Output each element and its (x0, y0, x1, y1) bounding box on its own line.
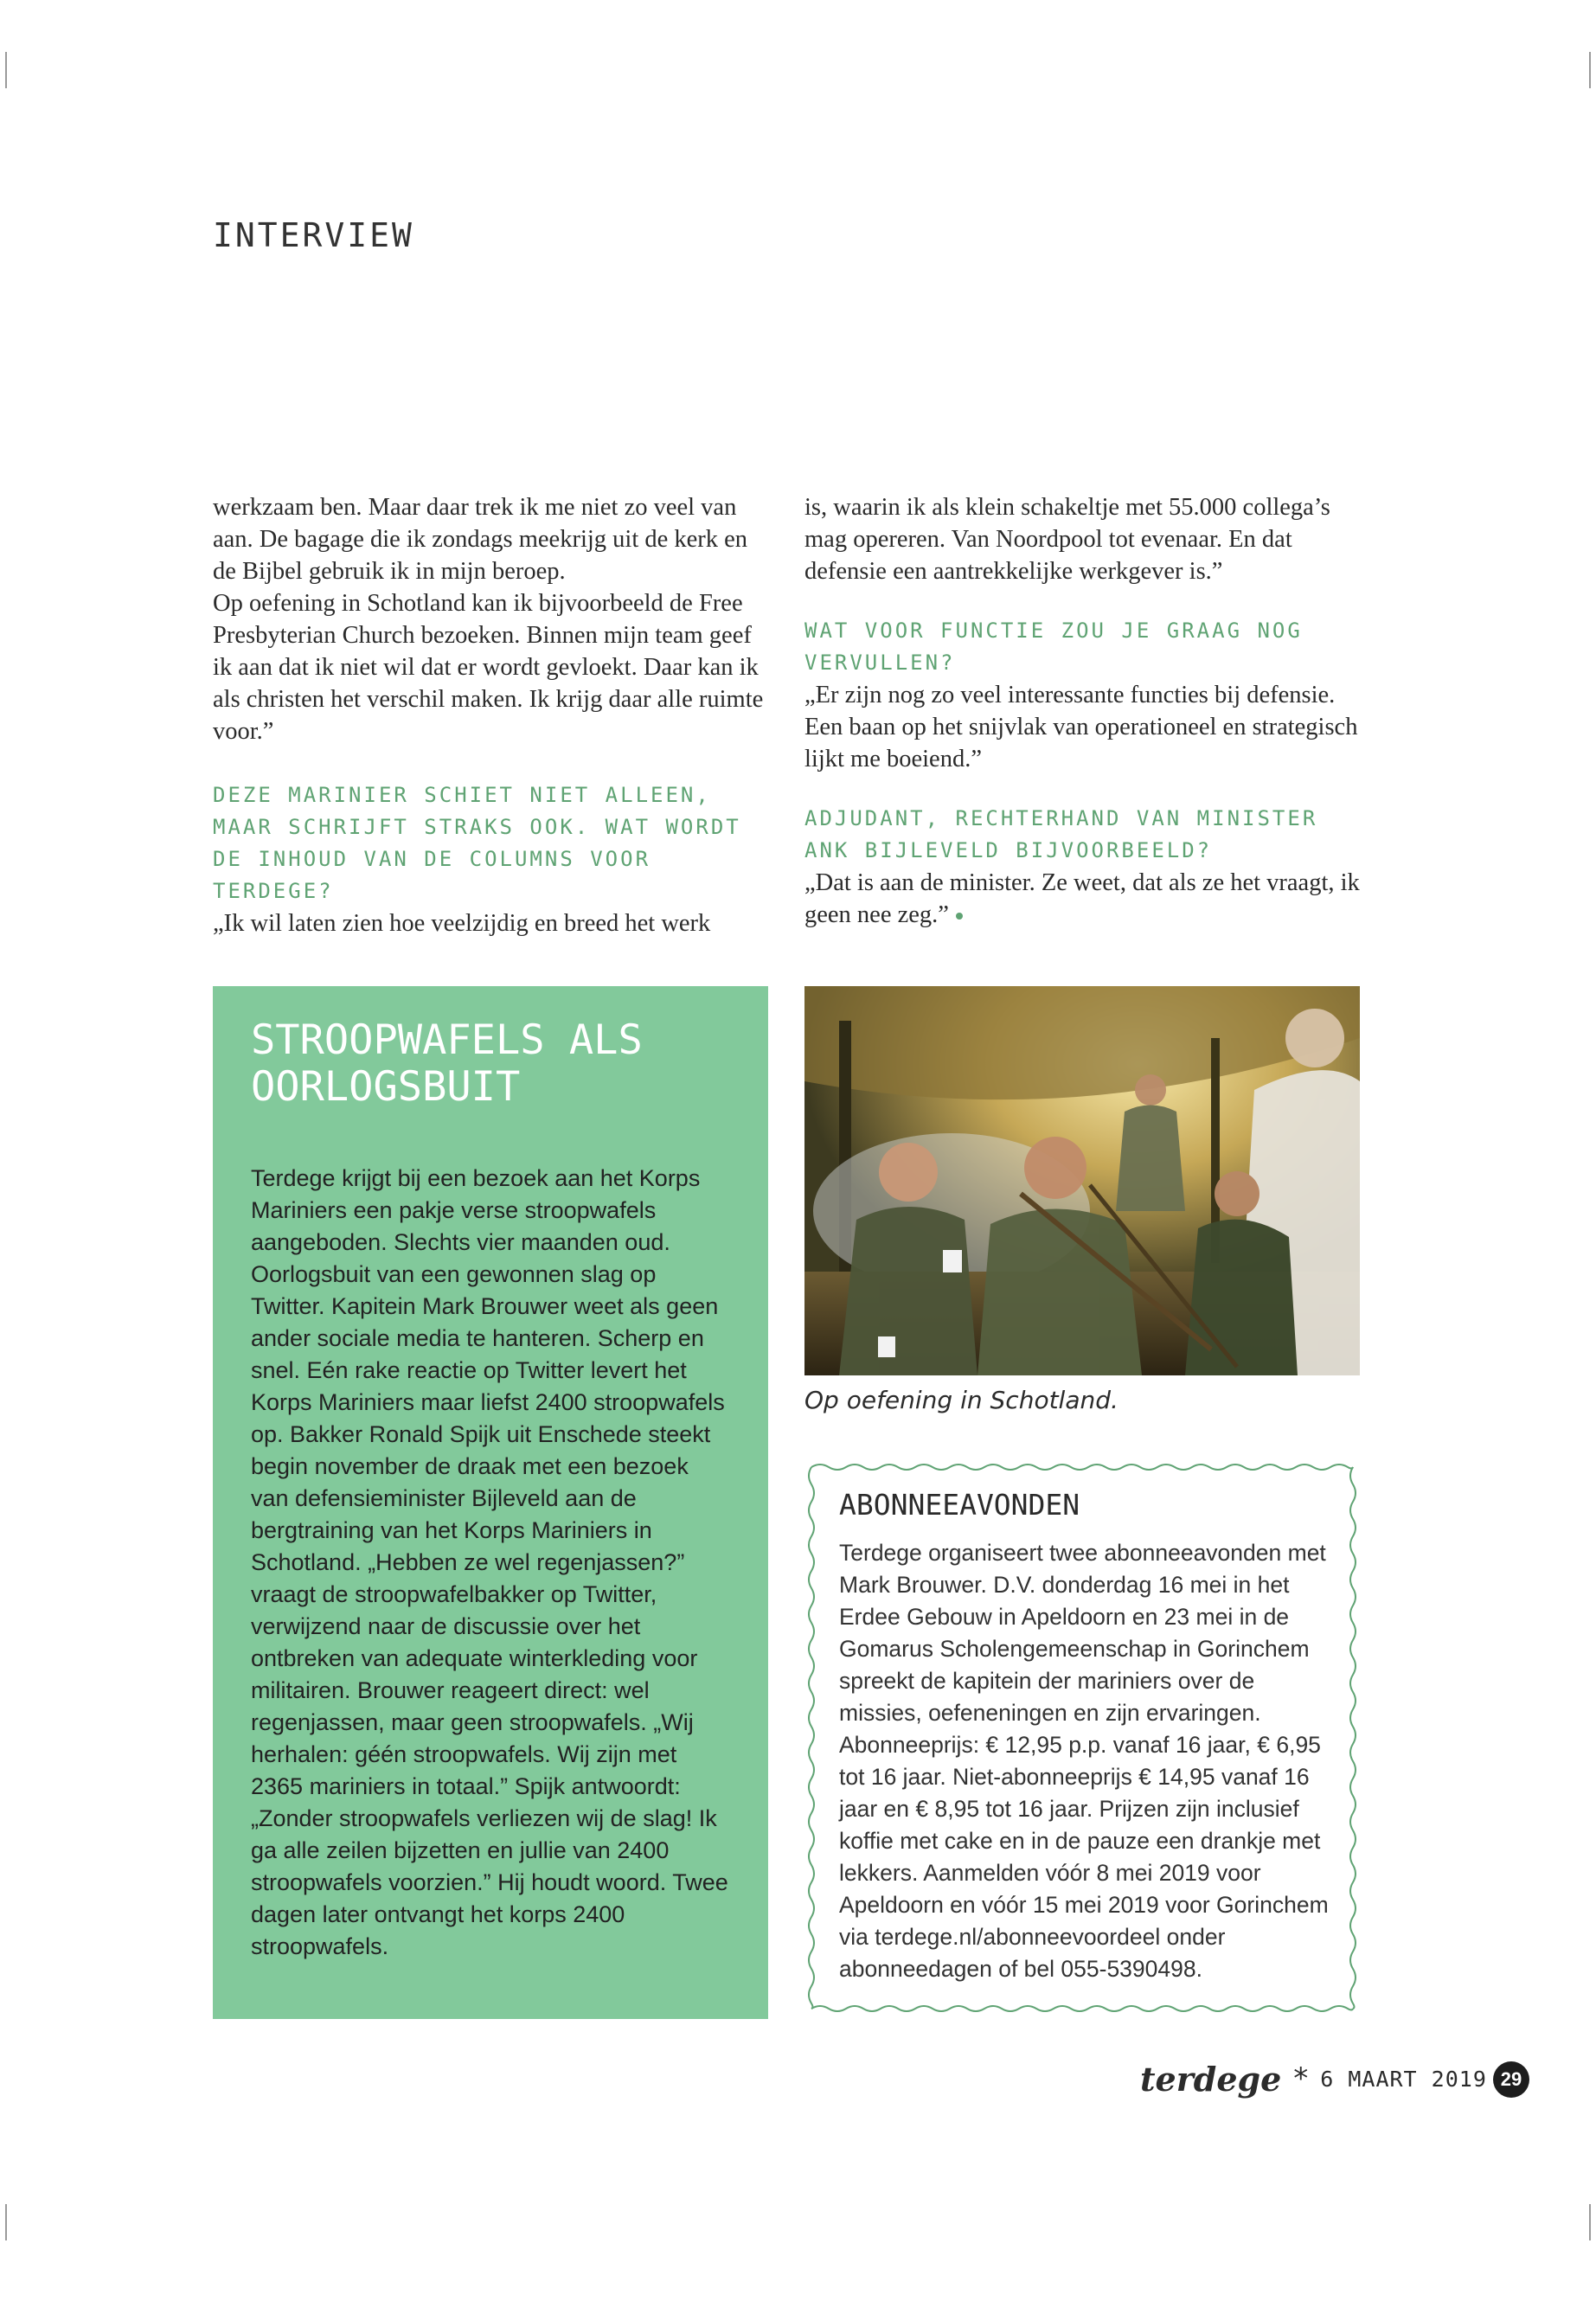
sidebar-stroopwafels-title: STROOPWAFELS ALS OORLOGSBUIT (251, 1016, 643, 1111)
interview-answer-2 (804, 867, 1362, 931)
page-number: 29 (1493, 2061, 1529, 2098)
article-column-right (804, 491, 1362, 931)
issue-date: 6 MAART 2019 (1320, 2066, 1487, 2092)
sidebar-abonnee-body: Terdege organiseert twee abonneeavonden met Mark Brouwer. D.V. donderdag 16 mei in het Erdee Gebouw in Apeldoorn en 23 mei in de Gomarus Scholengemeenschap in Gorinchem spreekt de kapitein der mariniers over de missies, oefeneningen en zijn ervaringen. Abonneeprijs: € 12,95 p.p. vanaf 16 jaar, € 6,95 tot 16 jaar. Niet-abonneeprijs € 14,95 vanaf 16 jaar en € 8,95 tot 16 jaar. Prijzen zijn inclusief koffie met cake en in de pauze een drankje met lekkers. Aanmelden vóór 8 mei 2019 voor Apeldoorn en vóór 15 mei 2019 voor Gorinchem via terdege.nl/abonneevoordeel onder abonneedagen of bel 055-5390498. (839, 1540, 1329, 1982)
article-column-left (213, 491, 771, 939)
sidebar-stroopwafels-body: Terdege krijgt bij een bezoek aan het Korps Mariniers een pakje verse stroopwafels aangeboden. Slechts vier maanden oud. Oorlogsbuit van een gewonnen slag op Twitter. Kapitein Mark Brouwer weet als geen ander sociale media te hanteren. Scherp en snel. Eén rake reactie op Twitter levert het Korps Mariniers maar liefst 2400 stroopwafels op. Bakker Ronald Spijk uit Enschede steekt begin november de draak met een bezoek van defensieminister Bijleveld aan de bergtraining van het Korps Mariniers in Schotland. „Hebben ze wel regenjassen?” vraagt de stroopwafelbakker op Twitter, verwijzend naar de discussie over het ontbreken van adequate winterkleding voor militairen. Brouwer reageert direct: wel regenjassen, maar geen stroopwafels. „Wij herhalen: géén stroopwafels. Wij zijn met 2365 mariniers in totaal.” Spijk antwoordt: „Zonder stroopwafels verliezen wij de slag! Ik ga alle zeilen bijzetten en jullie van 2400 stroopwafels voorzien.” Hij houdt woord. Twee dagen later ontvangt het korps 2400 stroopwafels. (251, 1165, 728, 1959)
sidebar-abonnee-content (839, 1488, 1332, 1985)
page-footer (1140, 2057, 1487, 2100)
answer-continued-2: Op oefening in Schotland kan ik bijvoorbeeld de Free Presbyterian Church bezoeken. Binnen mijn team geef ik aan dat ik niet wil dat er wordt gevloekt. Daar kan ik als christen het verschil maken. Ik krijg daar alle ruimte voor.” (213, 590, 764, 745)
interview-answer-1: „Er zijn nog zo veel interessante functies bij defensie. Een baan op het snijvlak van operationeel en strategisch lijkt me boeiend.” (804, 682, 1358, 772)
sidebar-stroopwafels (213, 986, 768, 2019)
sidebar-abonnee (804, 1460, 1360, 2016)
photo-illustration (804, 986, 1360, 1375)
interview-question-2: ADJUDANT, RECHTERHAND VAN MINISTER ANK BIJLEVELD BIJVOORBEELD? (804, 806, 1318, 862)
interview-question: DEZE MARINIER SCHIET NIET ALLEEN, MAAR SCHRIJFT STRAKS OOK. WAT WORDT DE INHOUD VAN DE COLUMNS VOOR TERDEGE? (213, 783, 741, 903)
end-mark-dot (956, 913, 963, 920)
interview-question-1: WAT VOOR FUNCTIE ZOU JE GRAAG NOG VERVULLEN? (804, 619, 1303, 675)
answer-continued: werkzaam ben. Maar daar trek ik me niet zo veel van aan. De bagage die ik zondags meekrijg uit de kerk en de Bijbel gebruik ik in mijn beroep. (213, 494, 748, 585)
section-label: INTERVIEW (213, 216, 414, 254)
interview-answer-2-text: „Dat is aan de minister. Ze weet, dat als ze het vraagt, ik geen nee zeg.” (804, 869, 1360, 928)
article-photo (804, 986, 1360, 1375)
magazine-name: terdege (1140, 2059, 1282, 2099)
crop-mark-top-left (5, 52, 7, 88)
crop-mark-bottom-left (5, 2204, 7, 2240)
photo-caption: Op oefening in Schotland. (804, 1386, 1118, 1414)
crop-mark-bottom-right (1589, 2204, 1591, 2240)
crop-mark-top-right (1589, 52, 1591, 88)
asterisk-icon: * (1293, 2061, 1309, 2096)
sidebar-abonnee-title: ABONNEEAVONDEN (839, 1488, 1080, 1522)
answer-continued: is, waarin ik als klein schakeltje met 55.000 collega’s mag opereren. Van Noordpool tot evenaar. En dat defensie een aantrekkelijke werkgever is.” (804, 494, 1330, 585)
interview-answer: „Ik wil laten zien hoe veelzijdig en breed het werk (213, 910, 711, 937)
